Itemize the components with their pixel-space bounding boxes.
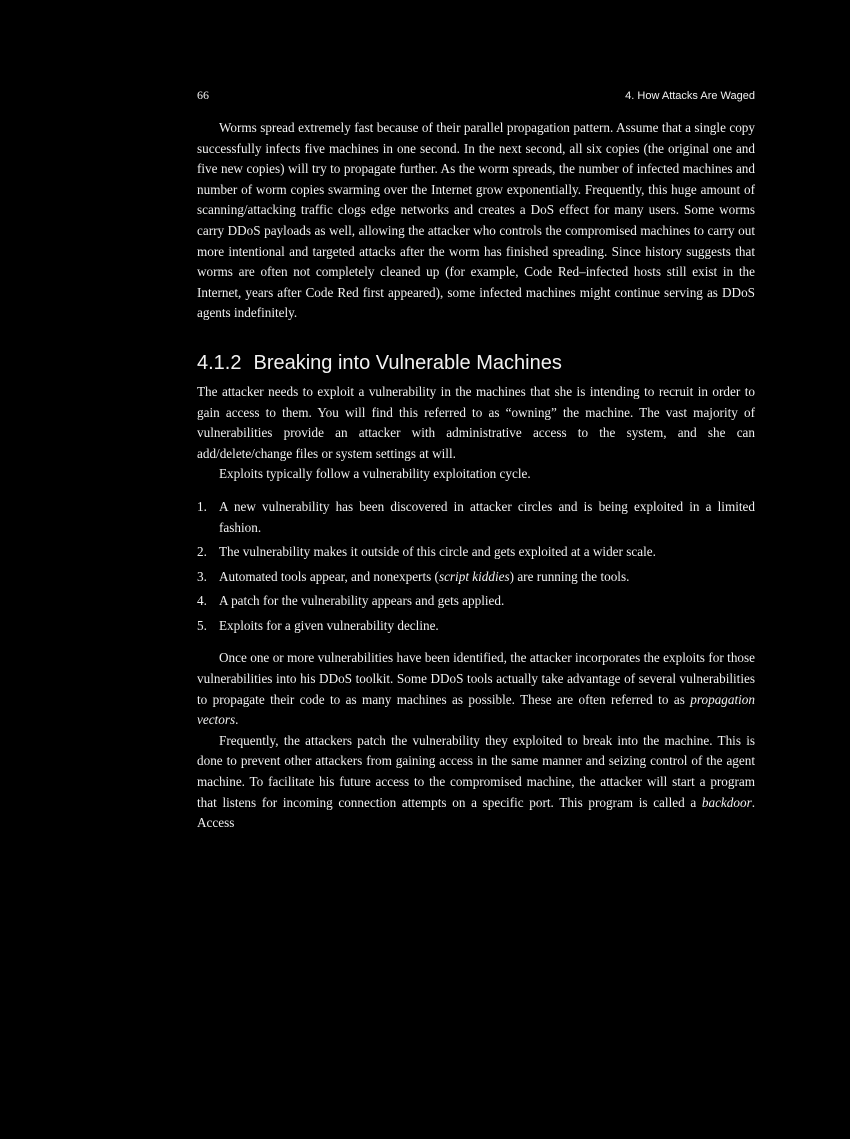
list-item-number: 1. [197, 498, 207, 514]
list-item-text-part: Automated tools appear, and nonexperts ( [219, 568, 439, 584]
section-heading [197, 350, 755, 376]
paragraph-text: . Access [197, 794, 755, 831]
list-item-number: 4. [197, 593, 207, 609]
list-item-text-part: ) are running the tools. [509, 568, 630, 584]
script-kiddies-term: script kiddies [438, 568, 510, 584]
paragraph-text: Once one or more vulnerabilities have been identified, the attacker incorporates the exploits for those vulnerabilities into his DDoS toolkit. Some DDoS tools actually take advantage of several vulnerabilities to propagate their code to as many machines as possible. These are often referred to as [197, 650, 755, 707]
list-item-text: A patch for the vulnerability appears and gets applied. [219, 593, 505, 609]
backdoor-term: backdoor [701, 794, 752, 810]
list-item [197, 591, 755, 612]
list-item-text [219, 567, 755, 588]
list-item-number: 2. [197, 544, 207, 560]
intro-paragraph: Worms spread extremely fast because of their parallel propagation pattern. Assume that a single copy successfully infects five machines in one second. In the next second, all six copies (the original one and five new copies) will try to propagate further. As the worm spreads, the number of infected machines and number of worm copies swarming over the Internet grow exponentially. Frequently, this huge amount of scanning/attacking traffic clogs edge networks and creates a DoS effect for many users. Some worms carry DDoS payloads as well, allowing the attacker who controls the compromised machines to carry out more intentional and targeted attacks after the worm has finished spreading. Since history suggests that worms are often not completely cleaned up (for example, Code Red–infected hosts still exist in the Internet, years after Code Red first appeared), some infected machines might continue serving as DDoS agents indefinitely. [197, 120, 755, 321]
list-item [197, 542, 755, 563]
section-paragraph-2: Exploits typically follow a vulnerability exploitation cycle. [219, 466, 531, 482]
list-item-text: A new vulnerability has been discovered in attacker circles and is being exploited in a limited fashion. [219, 498, 755, 535]
book-page [197, 88, 755, 834]
list-item [197, 567, 755, 588]
section-number: 4.1.2 [197, 351, 242, 374]
section-title: Breaking into Vulnerable Machines [253, 351, 562, 374]
paragraph-4 [197, 731, 755, 834]
paragraph-text: Frequently, the attackers patch the vulnerability they exploited to break into the machine. This is done to prevent other attackers from gaining access in the same manner and seizing control of the agent machine. To facilitate his future access to the compromised machine, the attacker will start a program that listens for incoming connection attempts on a specific port. This program is called a [197, 732, 755, 810]
list-item [197, 497, 755, 538]
chapter-title: 4. How Attacks Are Waged [625, 90, 755, 102]
running-head [197, 88, 755, 118]
paragraph-3 [197, 648, 755, 730]
propagation-vectors-term: propagation vectors [197, 691, 755, 728]
section-paragraph-1: The attacker needs to exploit a vulnerability in the machines that she is intending to recruit in order to gain access to them. You will find this referred to as “owning” the machine. The vast majority of vulnerabilities provide an attacker with administrative access to the system, and she can add/delete/change files or system settings at will. [197, 383, 755, 461]
list-item-text: Exploits for a given vulnerability decline. [219, 617, 439, 633]
exploitation-cycle-list [197, 497, 755, 637]
list-item [197, 616, 755, 637]
list-item-number: 5. [197, 617, 207, 633]
paragraph-text: . [235, 712, 239, 728]
list-item-text: The vulnerability makes it outside of this circle and gets exploited at a wider scale. [219, 544, 656, 560]
list-item-number: 3. [197, 568, 207, 584]
page-number: 66 [197, 88, 209, 102]
